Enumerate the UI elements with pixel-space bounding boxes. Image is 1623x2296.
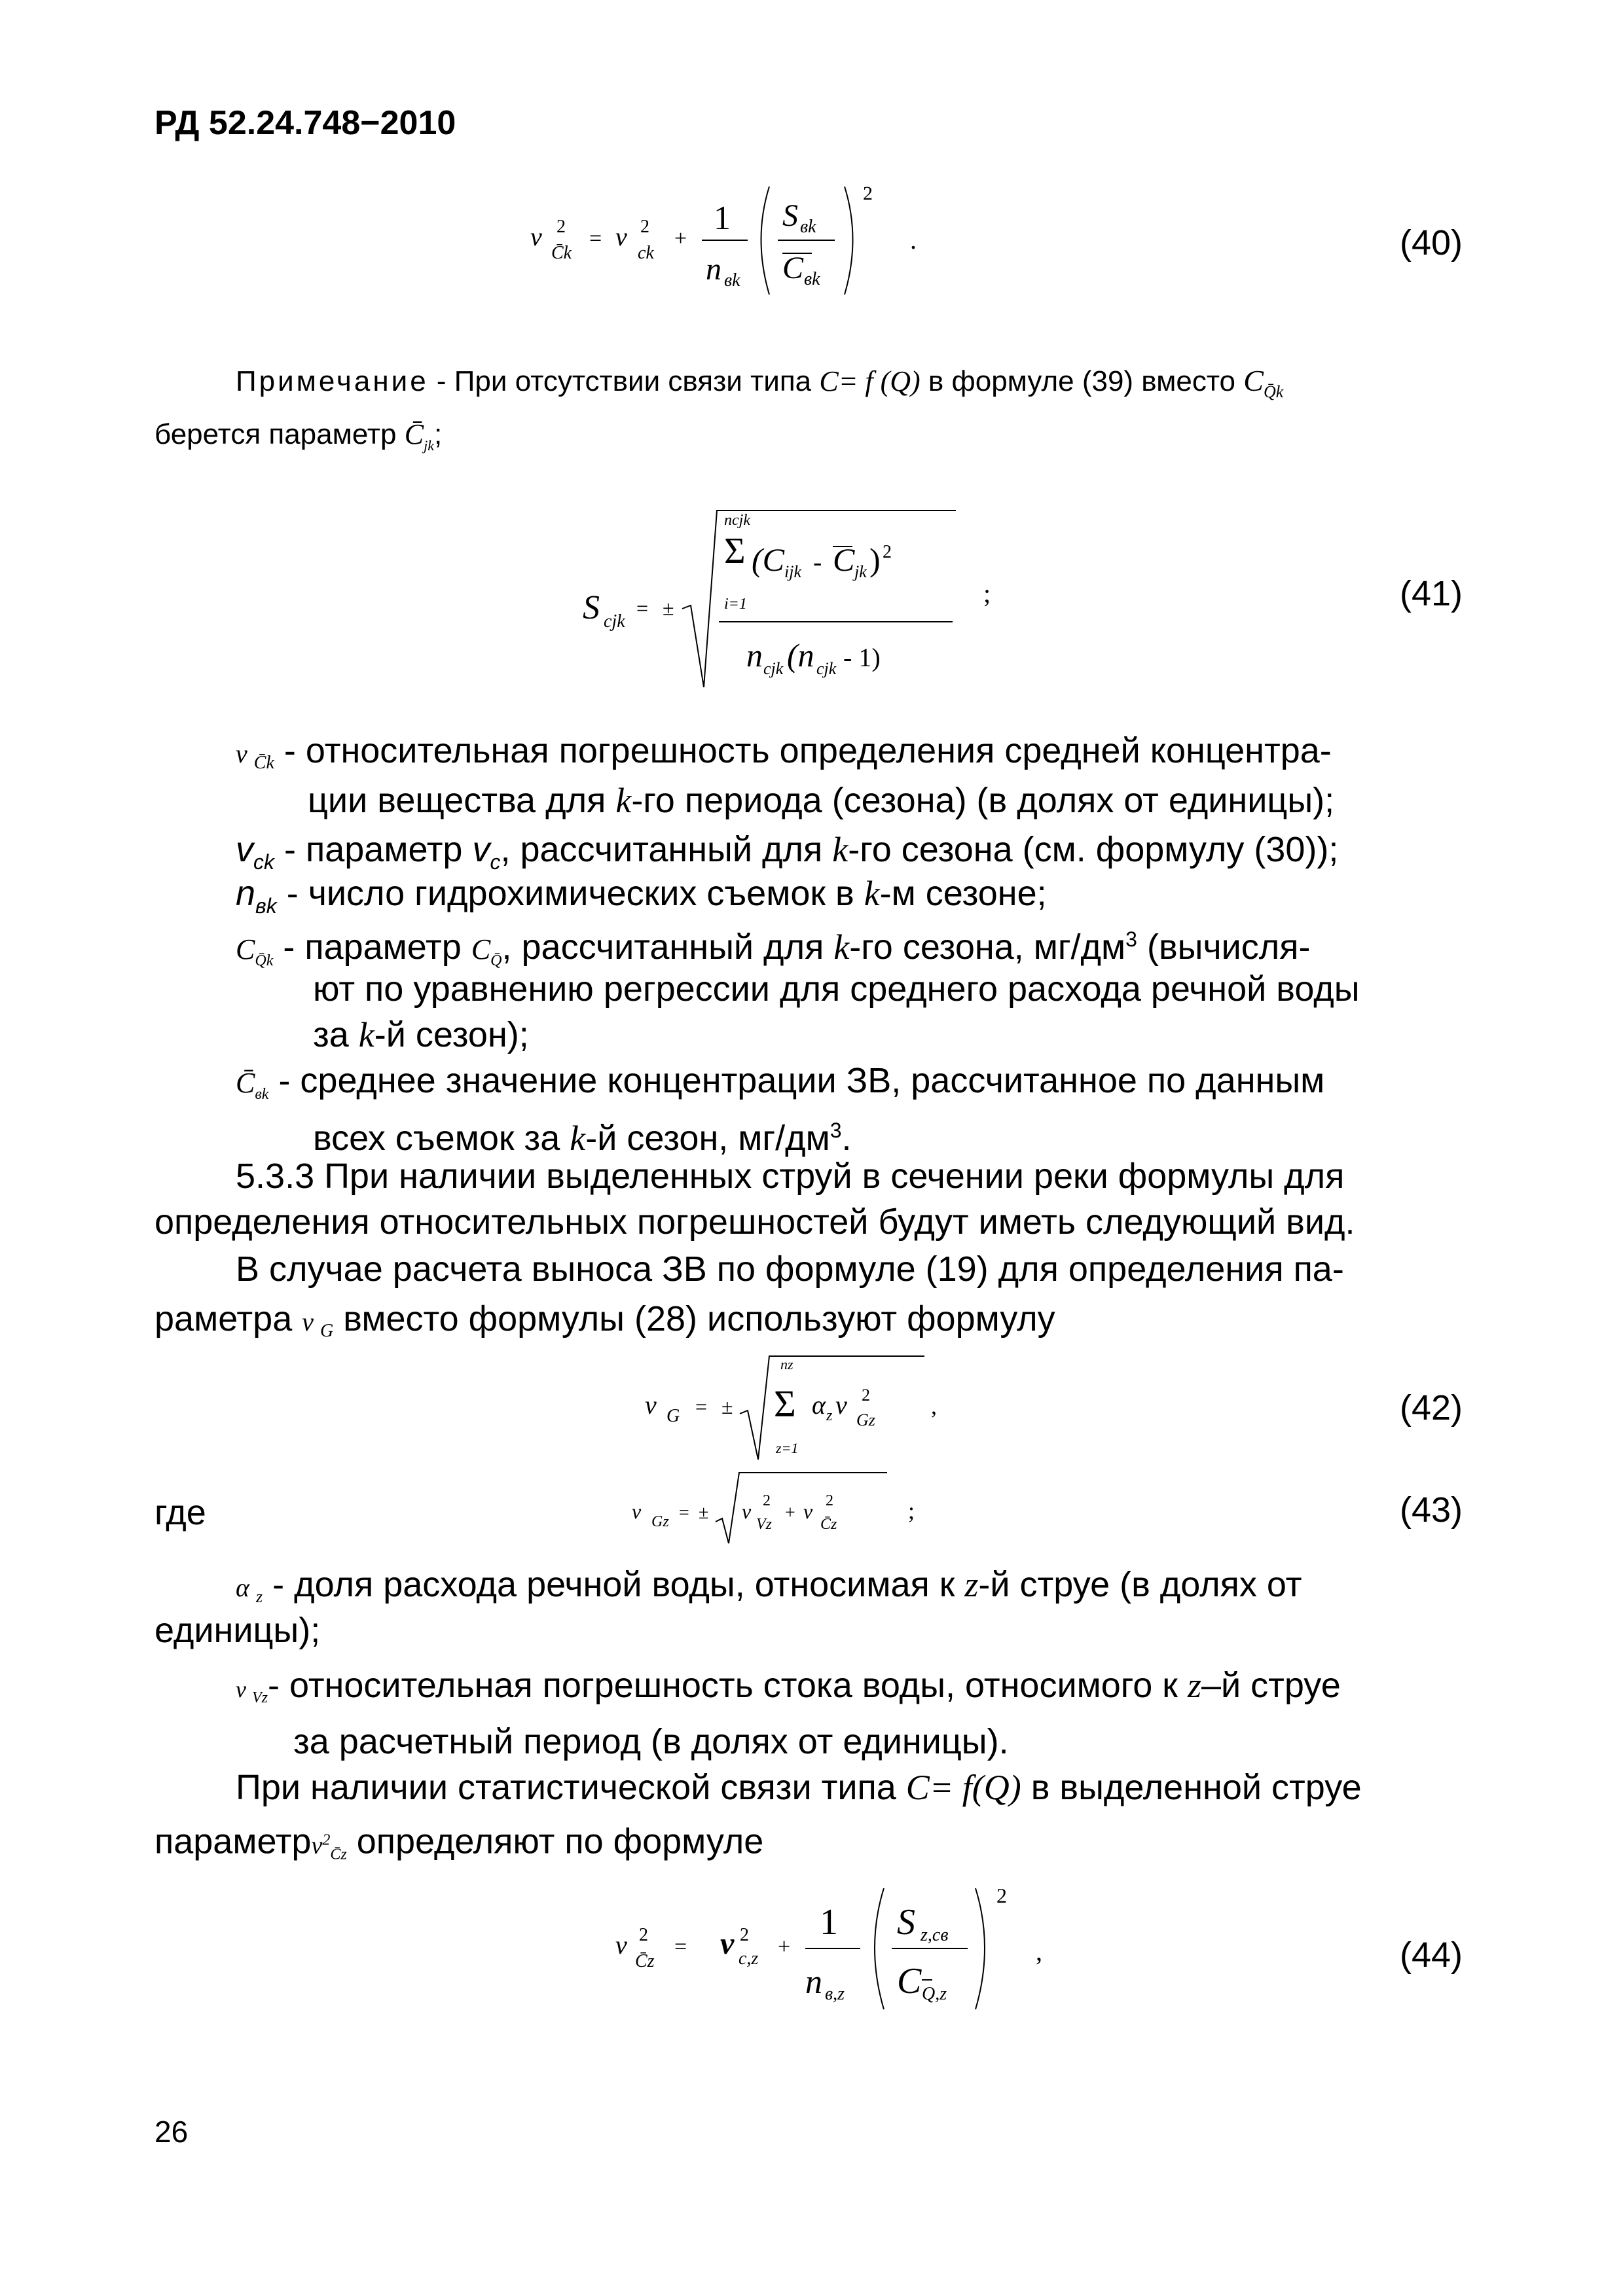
def-1b-rest: -го периода (сезона) (в долях от единицы); [631, 781, 1335, 820]
svg-text:+: + [785, 1503, 795, 1523]
def-4g: -й сезон); [374, 1015, 529, 1054]
svg-text:n: n [706, 252, 721, 287]
svg-text:S: S [782, 198, 798, 233]
para-5 [236, 1765, 1362, 1810]
def-cq-symbol: $C_{Q̄}$ [471, 933, 502, 969]
svg-text:v: v [720, 1926, 735, 1961]
def-cqk-line-2: ют по уравнению регрессии для среднего расхода речной воды [313, 969, 1360, 1009]
svg-text:Gz: Gz [651, 1513, 669, 1530]
def-2-k: k [832, 830, 848, 869]
svg-text:C̄k: C̄k [551, 243, 572, 263]
svg-text:2: 2 [639, 1925, 648, 1945]
para-4b: –й струе [1201, 1666, 1341, 1705]
svg-text:±: ± [699, 1503, 709, 1523]
svg-text:z=1: z=1 [776, 1440, 799, 1456]
def-vck-symbol: v [236, 830, 253, 869]
svg-text:вk: вk [800, 217, 816, 237]
svg-text:±: ± [721, 1395, 733, 1418]
svg-text:2: 2 [763, 1492, 771, 1509]
para-5a: При наличии статистической связи типа [236, 1768, 906, 1807]
svg-text:C: C [782, 251, 804, 285]
def-vvz-line-1 [236, 1662, 1341, 1721]
def-4a: - параметр [273, 927, 471, 967]
formula-42 [635, 1348, 962, 1466]
note-text-4: ; [433, 418, 443, 450]
note-text-1: - При отсутствии связи типа [428, 365, 820, 397]
svg-text:): ) [869, 541, 881, 578]
def-3b: -м сезоне; [879, 874, 1047, 913]
def-vvz-symbol: v $_{Vz}$ [236, 1676, 268, 1707]
def-2b: , рассчитанный для [500, 830, 833, 869]
note-line-1 [236, 363, 1283, 402]
svg-text:c,z: c,z [739, 1948, 759, 1969]
svg-text:+: + [778, 1935, 791, 1959]
svg-text:ck: ck [638, 243, 654, 263]
svg-text:n: n [805, 1964, 822, 2001]
svg-text:v: v [530, 222, 542, 251]
def-3-k: k [864, 874, 880, 913]
def-nvk-sub: вk [255, 893, 277, 918]
svg-text:Vz: Vz [756, 1516, 772, 1533]
where-label: где [155, 1493, 206, 1532]
para-4a: - относительная погрешность стока воды, относимого к [267, 1666, 1188, 1705]
def-3a: - число гидрохимических съемок в [276, 874, 864, 913]
formula-40 [517, 167, 936, 311]
def-4c: -го сезона, мг/дм [849, 927, 1126, 967]
def-alpha-symbol: α $_z$ [236, 1573, 263, 1606]
svg-text:2: 2 [556, 217, 566, 237]
eq-number-40: (40) [1400, 223, 1463, 262]
def-cqk-symbol: $C_{Q̄k}$ [236, 933, 274, 969]
svg-text:+: + [674, 226, 687, 251]
param-vcz-symbol: $v^2_{C̄z}$ [311, 1831, 347, 1863]
note-label: Примечание [236, 365, 429, 397]
note-text-3: берется параметр [155, 418, 405, 450]
svg-text:=: = [589, 226, 602, 251]
svg-text:v: v [632, 1499, 642, 1523]
def-4f: за [313, 1015, 359, 1054]
para-5b: в выделенной струе [1021, 1768, 1362, 1807]
svg-text:ncjk: ncjk [724, 512, 750, 529]
def-v-ck-line-2 [308, 778, 1334, 823]
page-number: 26 [155, 2115, 189, 2149]
svg-text:;: ; [908, 1498, 915, 1524]
svg-text:C̄z: C̄z [820, 1516, 837, 1533]
svg-text:ijk: ijk [784, 562, 801, 581]
svg-text:2: 2 [883, 542, 892, 562]
def-5-sup: 3 [830, 1119, 842, 1142]
note-cjk-symbol: $C̄_{jk}$ [404, 418, 434, 454]
svg-text:=: = [695, 1395, 708, 1418]
svg-text:z,cв: z,cв [921, 1925, 949, 1945]
svg-text:2: 2 [640, 217, 649, 237]
def-5c: -й сезон, мг/дм [585, 1119, 830, 1158]
param-vg-symbol: v $_G$ [302, 1307, 334, 1341]
para-4-z: z [1187, 1666, 1201, 1705]
svg-text:G: G [666, 1406, 680, 1426]
svg-text:nz: nz [780, 1356, 793, 1372]
para-3b: -й струе (в долях от [978, 1565, 1302, 1604]
svg-text:v: v [615, 222, 627, 251]
para-5-cf: C= f(Q) [905, 1768, 1021, 1807]
svg-text:Σ: Σ [724, 531, 746, 571]
eq-number-43: (43) [1400, 1490, 1463, 1530]
def-alpha-line-2: единицы); [155, 1611, 321, 1650]
svg-text:v: v [645, 1390, 657, 1420]
def-4-sup: 3 [1125, 927, 1137, 951]
svg-text:S: S [897, 1902, 915, 1943]
def-vck-sub: ck [253, 850, 274, 874]
svg-text:.: . [910, 225, 917, 255]
formula-44 [609, 1869, 1080, 2026]
para-1-line-2: определения относительных погрешностей будут иметь следующий вид. [155, 1202, 1355, 1242]
def-5d: . [841, 1119, 852, 1158]
svg-text:2: 2 [862, 1386, 870, 1405]
para-2b-2: вместо формулы (28) используют формулу [333, 1299, 1055, 1338]
svg-text:- 1): - 1) [843, 643, 881, 672]
def-2a: - параметр [274, 830, 473, 869]
svg-text:v: v [615, 1930, 627, 1960]
svg-text:Q,z: Q,z [922, 1984, 947, 2004]
def-1a: - относительная погрешность определения средней концентра- [283, 731, 1332, 770]
svg-text:z: z [826, 1407, 833, 1424]
eq-number-42: (42) [1400, 1388, 1463, 1427]
formula-43 [625, 1466, 939, 1551]
para-3-z: z [964, 1565, 979, 1604]
eq-number-41: (41) [1400, 574, 1463, 613]
def-cvk-symbol: $C̄_{вk}$ [236, 1067, 269, 1103]
def-5b: всех съемок за [313, 1119, 570, 1158]
note-cq-symbol: $C_{Q̄k}$ [1243, 364, 1284, 402]
def-v-ck-symbol: v $_{C̄k}$ [236, 739, 274, 773]
svg-text:;: ; [983, 579, 991, 608]
para-6a: параметр [155, 1821, 312, 1861]
para-1-line-1: 5.3.3 При наличии выделенных струй в сечении реки формулы для [236, 1157, 1345, 1196]
svg-text:,: , [1036, 1937, 1042, 1966]
svg-text:вk: вk [804, 269, 820, 289]
svg-text:,: , [931, 1393, 937, 1419]
svg-text:v: v [835, 1390, 847, 1420]
def-4d: (вычисля- [1137, 927, 1311, 967]
svg-text:cjk: cjk [816, 659, 837, 678]
def-5b-k: k [570, 1119, 586, 1158]
def-vvz-line-2: за расчетный период (в долях от единицы). [293, 1722, 1009, 1761]
def-4f-k: k [358, 1015, 374, 1054]
svg-text:v: v [742, 1499, 752, 1523]
def-alpha-line-1 [236, 1562, 1302, 1620]
svg-text:в,z: в,z [825, 1984, 845, 2004]
document-header: РД 52.24.748−2010 [155, 104, 456, 142]
svg-text:2: 2 [740, 1925, 749, 1945]
para-2-line-1: В случае расчета выноса ЗВ по формуле (19) для определения па- [236, 1249, 1344, 1289]
svg-text:cjk: cjk [604, 611, 625, 632]
para-2-line-2 [155, 1296, 1055, 1354]
def-nvk-symbol: n [236, 874, 256, 913]
svg-text:C: C [897, 1961, 922, 2001]
svg-text:n: n [746, 637, 763, 673]
def-1b-k: k [615, 781, 632, 820]
def-4-k: k [833, 927, 850, 967]
svg-text:1: 1 [820, 1902, 838, 1943]
svg-text:C̄z: C̄z [635, 1951, 655, 1971]
svg-text:v: v [803, 1499, 813, 1523]
svg-text:C: C [833, 541, 855, 578]
formula-41 [576, 497, 1034, 694]
def-5a: - среднее значение концентрации ЗВ, рассчитанное по данным [268, 1061, 1325, 1100]
def-4b: , рассчитанный для [501, 927, 834, 967]
def-2-v: v [472, 830, 490, 869]
def-cqk-line-3 [313, 1012, 529, 1058]
svg-text:=: = [674, 1935, 687, 1959]
svg-text:2: 2 [996, 1884, 1007, 1907]
svg-text:=: = [679, 1503, 689, 1523]
svg-text:cjk: cjk [763, 659, 784, 678]
def-1b: ции вещества для [308, 781, 616, 820]
svg-text:(n: (n [787, 637, 814, 673]
def-2-vsub: c [490, 850, 501, 874]
svg-text:Σ: Σ [774, 1382, 796, 1425]
para-3a: - доля расхода речной воды, относимая к [263, 1565, 965, 1604]
svg-text:jk: jk [854, 562, 867, 581]
note-line-2 [155, 418, 442, 454]
svg-text:i=1: i=1 [724, 596, 747, 613]
svg-text:Gz: Gz [856, 1410, 875, 1429]
eq-number-44: (44) [1400, 1935, 1463, 1975]
svg-text:(C: (C [752, 541, 784, 578]
svg-text:2: 2 [826, 1492, 833, 1509]
para-6b: определяют по формуле [346, 1821, 764, 1861]
svg-text:-: - [813, 547, 822, 577]
svg-text:вk: вk [724, 270, 740, 291]
svg-text:±: ± [663, 596, 674, 620]
def-2c: -го сезона (см. формулу (30)); [848, 830, 1339, 869]
svg-text:S: S [583, 589, 600, 626]
para-2b-1: раметра [155, 1299, 302, 1338]
note-cf: C= f (Q) [819, 365, 921, 397]
svg-text:α: α [812, 1390, 826, 1420]
svg-text:2: 2 [863, 183, 873, 204]
svg-text:1: 1 [714, 200, 731, 237]
note-text-2: в формуле (39) вместо [920, 365, 1244, 397]
svg-text:=: = [636, 596, 649, 620]
